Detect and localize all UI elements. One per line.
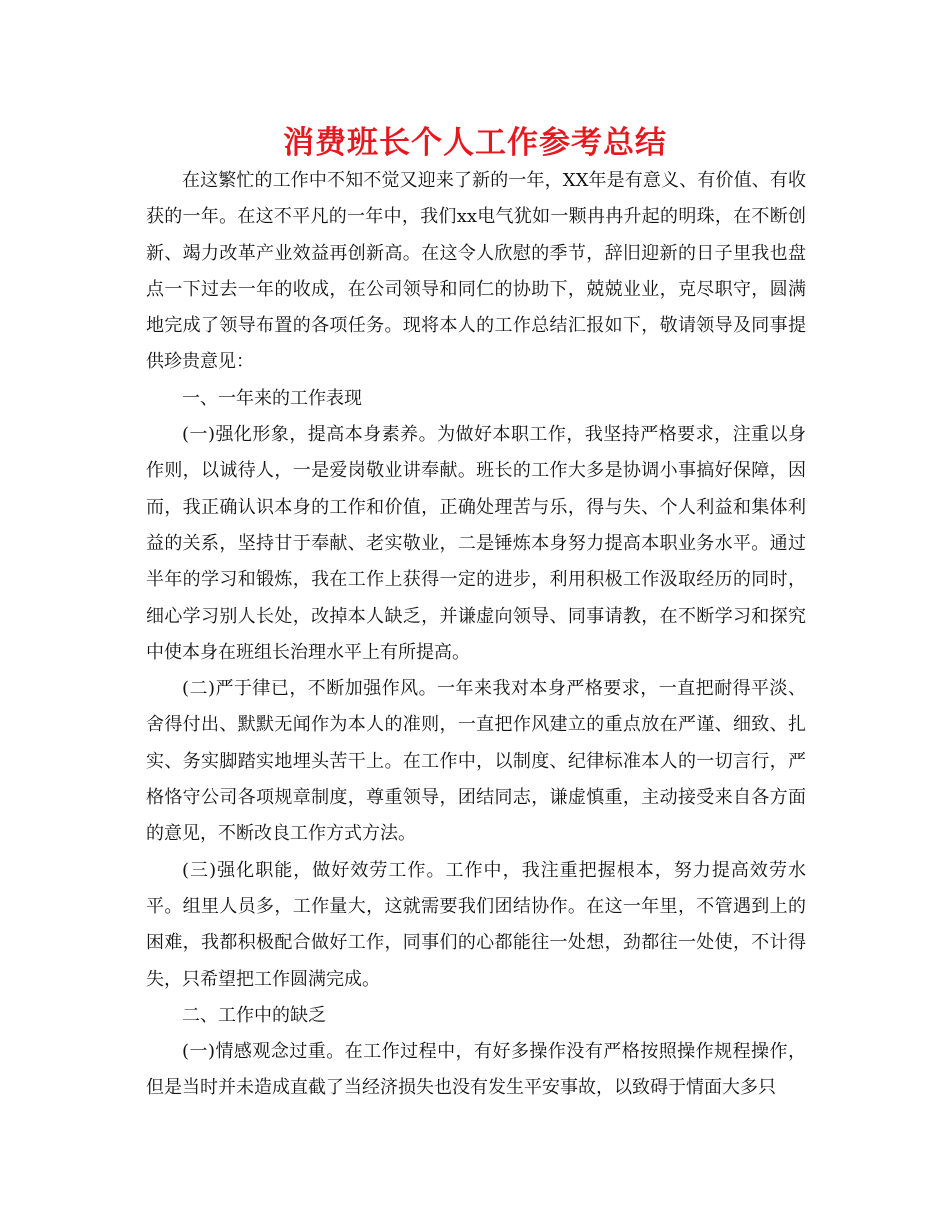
section-heading-2: 二、工作中的缺乏	[182, 1004, 326, 1026]
section-heading-1: 一、一年来的工作表现	[182, 387, 362, 409]
body-paragraph: (一)强化形象，提高本身素养。为做好本职工作，我坚持严格要求，注重以身作则，以诚待人，一是爱岗敬业讲奉献。班长的工作大多是协调小事搞好保障，因而，我正确认识本身的工作和价值，正确处理苦与乐，得与失、个人利益和集体利益的关系，坚持甘于奉献、老实敬业，二是锤炼本身努力提高本职业务水平。通过半年的学习和锻炼，我在工作上获得一定的进步，利用积极工作汲取经历的同时，细心学习别人长处，改掉本人缺乏，并谦虚向领导、同事请教，在不断学习和探究中使本身在班组长治理水平上有所提高。	[146, 424, 806, 663]
body-paragraph: (一)情感观念过重。在工作过程中，有好多操作没有严格按照操作规程操作，但是当时并未造成直截了当经济损失也没有发生平安事故，以致碍于情面大多只	[146, 1041, 806, 1099]
intro-paragraph: 在这繁忙的工作中不知不觉又迎来了新的一年，XX年是有意义、有价值、有收获的一年。在这不平凡的一年中，我们xx电气犹如一颗冉冉升起的明珠，在不断创新、竭力改革产业效益再创新高。在这令人欣慰的季节，辞旧迎新的日子里我也盘点一下过去一年的收成，在公司领导和同仁的协助下，兢兢业业，克尽职守，圆满地完成了领导布置的各项任务。现将本人的工作总结汇报如下，敬请领导及同事提供珍贵意见：	[146, 170, 806, 373]
body-paragraph: (三)强化职能，做好效劳工作。工作中，我注重把握根本，努力提高效劳水平。组里人员多，工作量大，这就需要我们团结协作。在这一年里，不管遇到上的困难，我都积极配合做好工作，同事们的心都能往一处想，劲都往一处使，不计得失，只希望把工作圆满完成。	[146, 859, 806, 990]
document-title: 消费班长个人工作参考总结	[283, 125, 667, 161]
document-body	[146, 163, 806, 1107]
body-paragraph: (二)严于律已，不断加强作风。一年来我对本身严格要求，一直把耐得平淡、舍得付出、默默无闻作为本人的准则，一直把作风建立的重点放在严谨、细致、扎实、务实脚踏实地埋头苦干上。在工作中，以制度、纪律标准本人的一切言行，严格恪守公司各项规章制度，尊重领导，团结同志，谦虚慎重，主动接受来自各方面的意见，不断改良工作方式方法。	[146, 678, 806, 845]
